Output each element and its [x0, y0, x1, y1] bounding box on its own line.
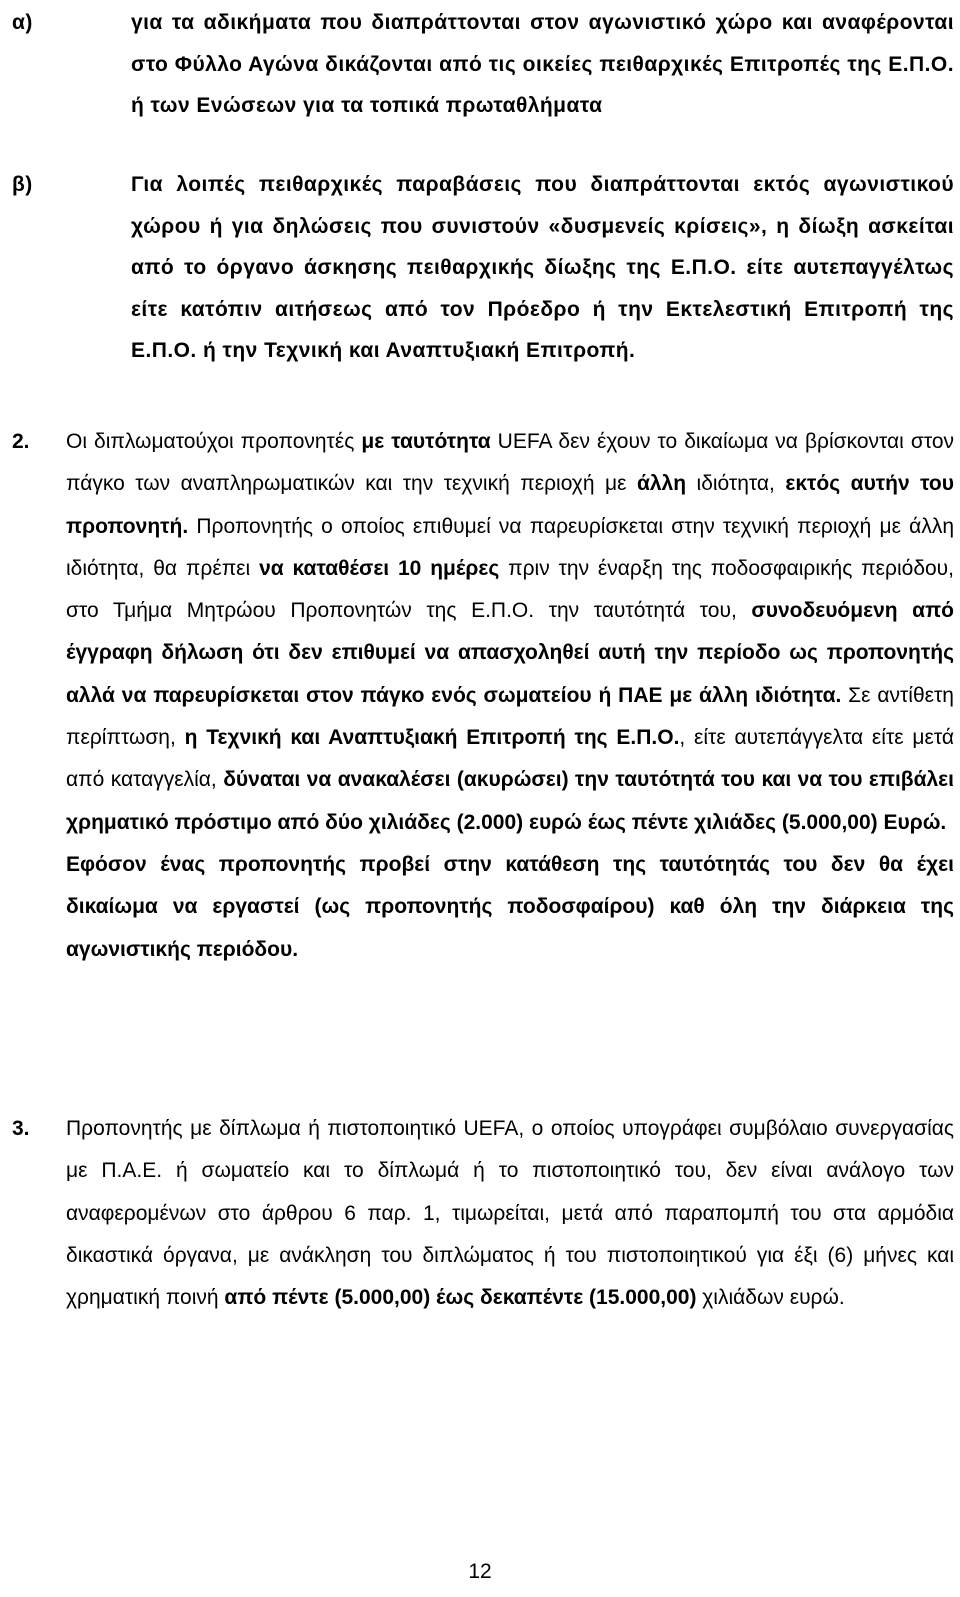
bold-text-run: εκτός αυτήν του προπονητή. — [66, 472, 954, 538]
bold-text-run: η Τεχνική και Αναπτυξιακή Επιτροπή της Ε.Π.Ο. — [184, 726, 680, 750]
bold-text-run: από πέντε (5.000,00) έως δεκαπέντε (15.000,00) — [224, 1286, 697, 1310]
list-item-alpha — [12, 2, 956, 127]
paragraph-text — [66, 1108, 954, 1319]
bold-text-run: με ταυτότητα — [361, 430, 491, 453]
text-run: Σε αντίθετη περίπτωση, — [66, 683, 954, 750]
list-item-text: για τα αδικήματα που διαπράττονται στον αγωνιστικό χώρο και αναφέρονται στο Φύλλο Αγώνα δικάζονται από τις οικείες πειθαρχικές Επιτροπές της Ε.Π.Ο. ή των Ενώσεων για τα τοπικά πρωταθλήματα — [131, 11, 954, 117]
text-run: UEFA δεν έχουν το δικαίωμα να βρίσκονται στον πάγκο των αναπληρωματικών και την τεχνική περιοχή με — [66, 430, 954, 496]
list-item-text: Για λοιπές πειθαρχικές παραβάσεις που διαπράττονται εκτός αγωνιστικού χώρου ή για δηλώσεις που συνιστούν «δυσμενείς κρίσεις», η δίωξη ασκείται από το όργανο άσκησης πειθαρχικής δίωξης της Ε.Π.Ο. είτε αυτεπαγγέλτως είτε κατόπιν αιτήσεως από τον Πρόεδρο ή την Εκτελεστική Επιτροπή της Ε.Π.Ο. ή την Τεχνική και Αναπτυξιακή Επιτροπή. — [131, 173, 954, 362]
bold-text-run: Εφόσον ένας προπονητής προβεί στην κατάθεση της ταυτότητάς του δεν θα έχει δικαίωμα να εργαστεί (ως προπονητής ποδοσφαίρου) καθ όλη την διάρκεια της αγωνιστικής περιόδου. — [66, 852, 954, 961]
bold-text-run: συνοδευόμενη από έγγραφη δήλωση ότι δεν επιθυμεί να απασχοληθεί αυτή την περίοδο ως προπονητής αλλά να παρευρίσκεται στον πάγκο ενός σωματείου ή ΠΑΕ με άλλη ιδιότητα. — [66, 599, 954, 707]
bold-text-run: άλλη — [636, 472, 687, 496]
text-run: Προπονητής με δίπλωμα ή πιστοποιητικό UEFA, ο οποίος υπογράφει συμβόλαιο συνεργασίας με Π.Α.Ε. ή σωματείο και το δίπλωμά ή το πιστοποιητικό του, δεν είναι ανάλογο των αναφερομένων στο άρθρου 6 παρ. 1, τιμωρείται, μετά από παραπομπή του στα αρμόδια δικαστικά όργανα, με ανάκληση του διπλώματος ή του πιστοποιητικού για έξι (6) μήνες και χρηματική ποινή — [66, 1117, 954, 1310]
text-run: , είτε αυτεπάγγελτα είτε μετά από καταγγελία, — [66, 726, 954, 792]
page-number: 12 — [468, 1560, 492, 1583]
paragraph-number: 2. — [12, 430, 30, 453]
list-marker: β) — [12, 173, 33, 196]
bold-text-run: να καταθέσει 10 ημέρες — [259, 556, 500, 580]
text-run: χιλιάδων ευρώ. — [696, 1286, 845, 1310]
list-item-beta — [12, 164, 956, 372]
text-run: πριν την έναρξη της ποδοσφαιρικής περιόδου, στο Τμήμα Μητρώου Προπονητών της Ε.Π.Ο. την ταυτότητά του, — [66, 556, 954, 623]
text-run: Προπονητής ο οποίος επιθυμεί να παρευρίσκεται στην τεχνική περιοχή με άλλη ιδιότητα, θα πρέπει — [66, 514, 954, 580]
paragraph-text — [66, 421, 954, 971]
text-run: Οι διπλωματούχοι προπονητές — [66, 430, 362, 453]
paragraph-2 — [12, 421, 956, 971]
list-marker: α) — [12, 11, 33, 34]
bold-text-run: δύναται να ανακαλέσει (ακυρώσει) την ταυτότητά του και να του επιβάλει χρηματικό πρόστιμο από δύο χιλιάδες (2.000) ευρώ έως πέντε χιλιάδες (5.000,00) Ευρώ. — [66, 768, 954, 834]
paragraph-number: 3. — [12, 1117, 30, 1140]
paragraph-3 — [12, 1108, 956, 1319]
text-run: ιδιότητα, — [686, 472, 786, 496]
